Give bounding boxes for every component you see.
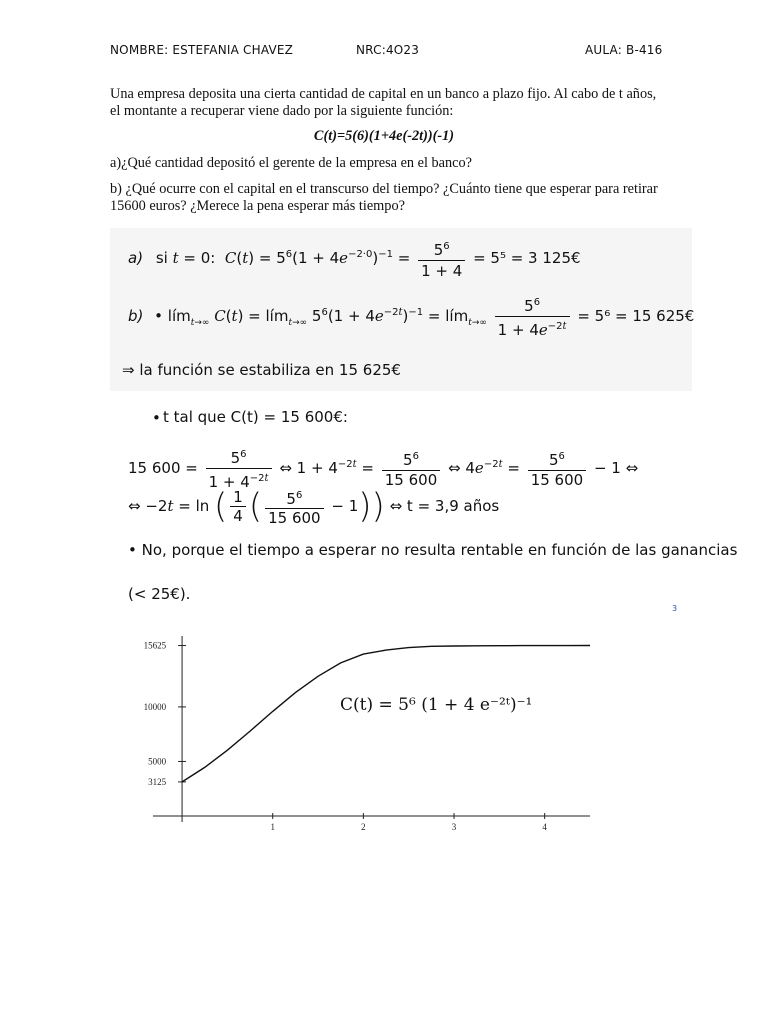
capital-chart [118,628,598,838]
student-name: NOMBRE: ESTEFANIA CHAVEZ [110,43,294,57]
x-tick-label: 3 [451,822,457,832]
answer-text-1: No, porque el tiempo a esperar no resulta rentable en función de las ganancias [141,541,738,559]
solution-b: b) • lím$_{t\to\infty}$ C(t) = lím$_{t\to\infty}$ $5^6(1 + 4e^{-2t})^{-1}$ = lím$_{t\to\infty}$ $\frac{5^6}{1 + 4e^{-2t}}$ = 5⁶ = 15 625€ [128,290,694,336]
stabilization-conclusion: ⇒ la función se estabiliza en 15 625€ [122,361,401,379]
problem-formula: C(t)=5(6)(1+4e(-2t))(-1) [313,128,455,144]
question-b-line-1: b) ¿Qué ocurre con el capital en el transcurso del tiempo? ¿Cuánto tiene que esperar para retirar [110,181,658,197]
y-tick-label: 15625 [143,640,167,651]
question-a: a)¿Qué cantidad depositó el gerente de la empresa en el banco? [110,155,473,171]
x-tick-label: 2 [361,822,366,832]
solution-b-label: b) [128,307,144,325]
y-tick-label: 3125 [148,776,167,787]
solution-a-text: si [155,249,168,267]
t-intro: t tal que C(t) = 15 600€: [163,408,348,426]
classroom: AULA: B-416 [585,43,663,57]
question-b-line-2: 15600 euros? ¿Merece la pena esperar más tiempo? [110,198,405,214]
solution-b-result: = 5⁶ = 15 625€ [577,307,695,325]
solution-a: a) si t = 0: $C(t) = 5^6(1 + 4e^{-2\cdot 0})^{-1}$ = $\frac{5^6}{1 + 4}$ = 5⁵ = 3 125€ [128,232,581,278]
page-number: 3 [672,604,678,613]
solution-a-label: a) [128,249,144,267]
equation-row-1: 15 600 = $\frac{5^6}{1 + 4^{-2t}}$ ⇔ $1 + 4^{-2t}$ = $\frac{5^6}{15 600}$ ⇔ $4e^{-2t}$ = $\frac{5^6}{15 600}$ − 1 ⇔ [128,443,638,487]
answer-line-1: • No, porque el tiempo a esperar no resulta rentable en función de las ganancias [128,541,738,559]
problem-line-2: el montante a recuperar viene dado por la siguiente función: [110,103,454,119]
answer-line-2: (< 25€). [128,585,191,603]
problem-line-1: Una empresa deposita una cierta cantidad de capital en un banco a plazo fijo. Al cabo de t años, [110,86,657,102]
t-bullet: • [152,409,161,427]
nrc-code: NRC:4O23 [356,43,420,57]
x-tick-label: 1 [270,822,275,832]
y-tick-label: 5000 [148,756,167,767]
x-tick-label: 4 [542,822,547,832]
t-result: ⇔ t = 3,9 años [389,497,500,515]
equation-row-2: ⇔ −2t = ln ( $\frac{1}{4}$ ( $\frac{5^6}{15 600}$ − 1)) ⇔ t = 3,9 años [128,486,500,527]
solution-a-result: = 5⁵ = 3 125€ [473,249,581,267]
chart-annotation: C(t) = 5⁶ (1 + 4 e⁻²ᵗ)⁻¹ [340,695,533,715]
y-tick-label: 10000 [143,701,167,712]
